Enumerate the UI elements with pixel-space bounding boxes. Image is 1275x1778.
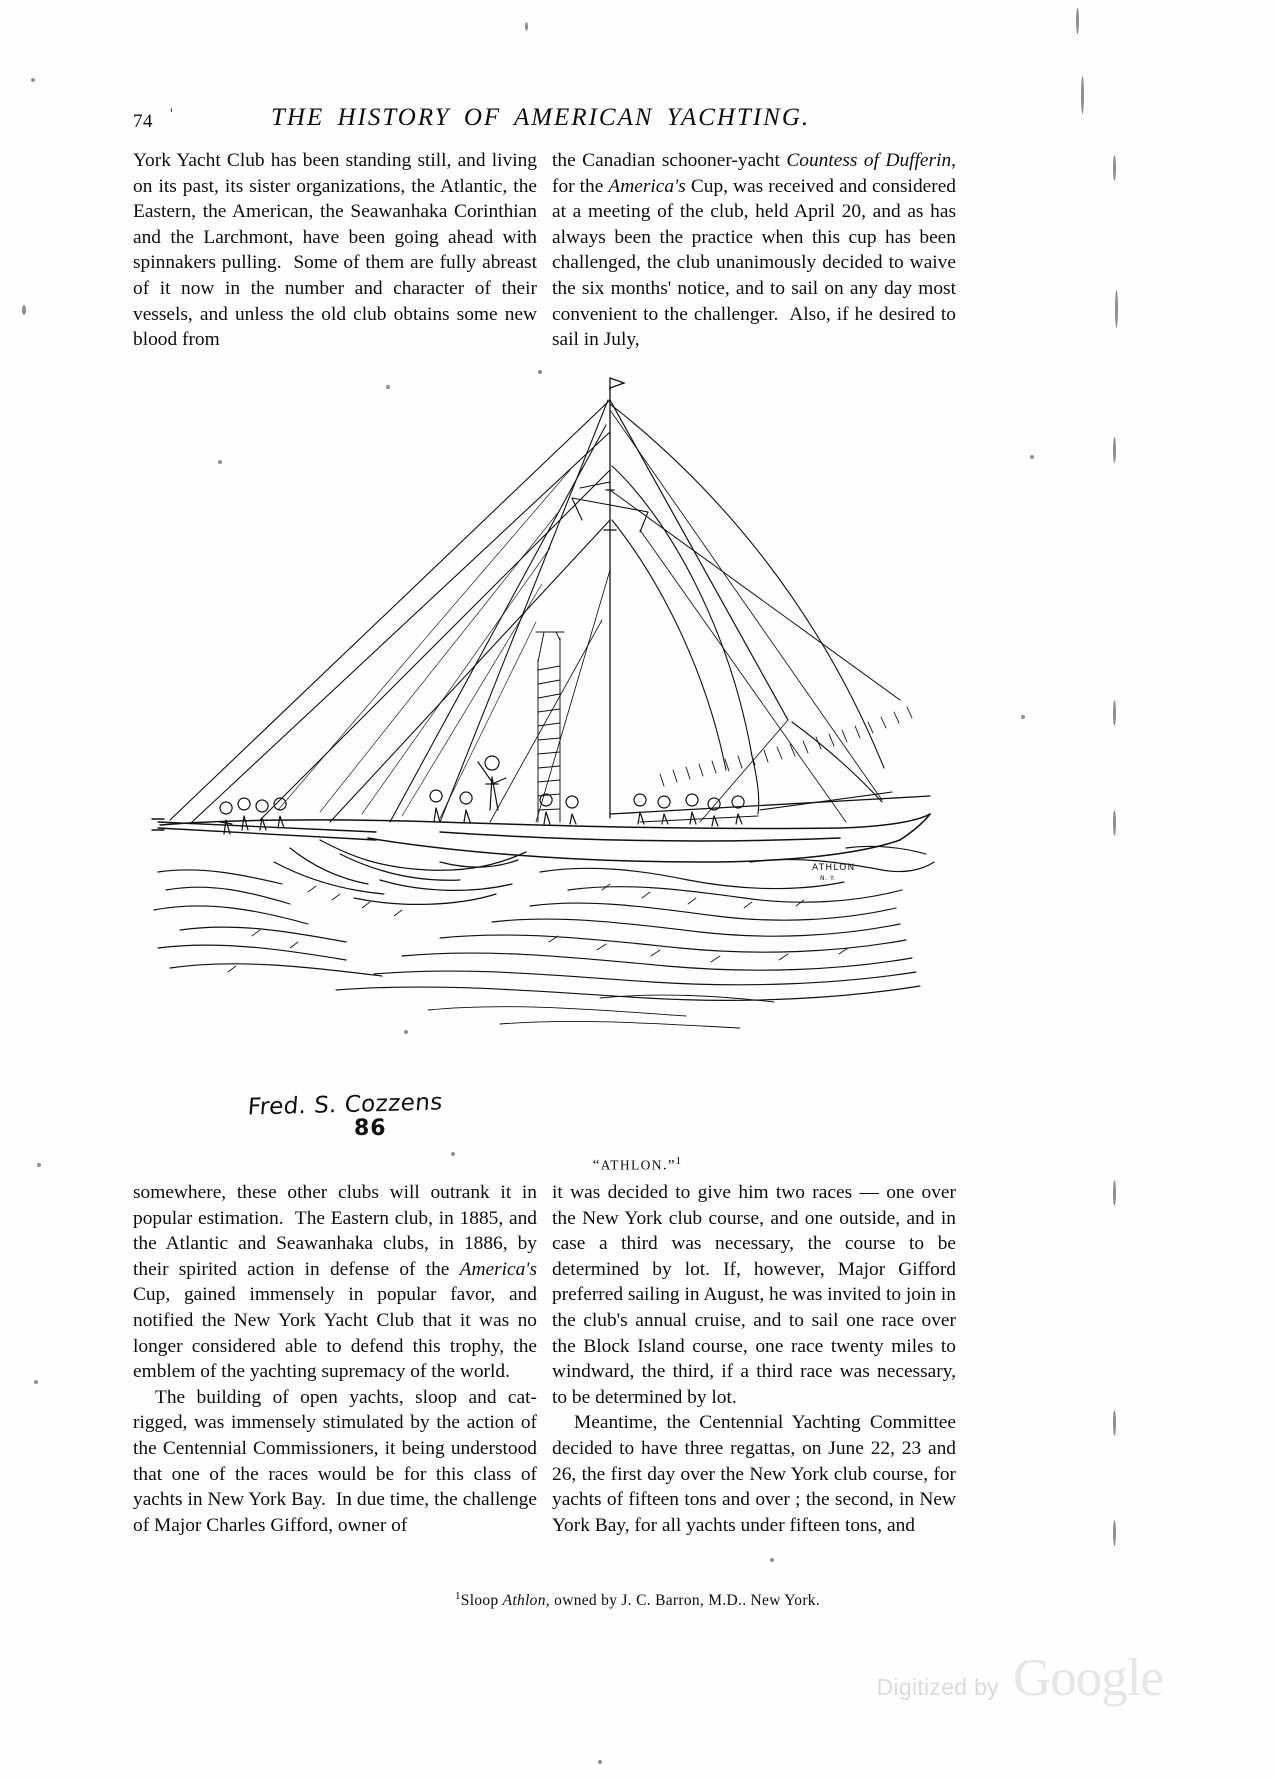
folio-tick-mark: ': [170, 106, 173, 122]
scan-speck: [1113, 1410, 1116, 1436]
page-footnote: [0, 1590, 1275, 1610]
scan-speck: [22, 305, 26, 315]
plate-caption: [0, 1155, 1275, 1175]
hull-nameplate: [812, 863, 855, 882]
signature-name: Fred. S. Cozzens: [246, 1089, 444, 1121]
mainsail: [612, 466, 759, 822]
italic-countess-of-dufferin: Countess of Dufferin: [786, 150, 952, 171]
scan-speck: [34, 1380, 38, 1384]
scan-speck: [1113, 437, 1116, 463]
paragraph-bottom-left-1: somewhere, these other clubs will outrank it in popular estimation. The Eastern club, in 1885, and the Atlantic and Seawanhaka clubs, in 1886, by their spirited action in defense of the America's Cup, gained immensely in popular favor, and notified the New York Yacht Club that it was no longer considered able to defend this trophy, the emblem of the yachting supremacy of the world.: [133, 1182, 537, 1383]
scan-speck: [1076, 8, 1079, 34]
google-logo-text: Google: [1012, 1649, 1163, 1707]
scan-speck: [1115, 290, 1118, 328]
scan-speck: [1113, 1520, 1116, 1546]
footnote-marker: 1: [454, 1590, 461, 1602]
column-bottom-left: [133, 1180, 537, 1538]
jib-sail-seams: [278, 470, 570, 818]
footnote-text-after: , owned by J. C. Barron, M.D.. New York.: [545, 1592, 821, 1610]
running-title: THE HISTORY OF AMERICAN YACHTING.: [271, 104, 811, 131]
reef-hash: [660, 707, 912, 786]
svg-text:ATHLON: ATHLON: [812, 863, 856, 873]
paragraph-bottom-right-1: it was decided to give him two races — one over the New York club course, and one outside, and in case a third was necessary, the course to be determined by lot. If, however, Major Gifford preferred sailing in August, he was invited to join in the club's annual cruise, and to sail one race over the Block Island course, one race twenty miles to windward, the third, if a third race was necessary, to be determined by lot.: [552, 1182, 956, 1408]
digitized-by-label: Digitized by: [876, 1674, 999, 1700]
scan-speck: [1113, 1180, 1116, 1206]
scan-speck: [31, 78, 35, 82]
column-top-left: [133, 148, 537, 353]
scan-speck: [1021, 715, 1025, 719]
footnote-vessel-italic: Athlon: [502, 1592, 546, 1610]
paragraph-bottom-left-2: The building of open yachts, sloop and cat-rigged, was immensely stimulated by the action of the Centennial Commissioners, it being understood that one of the races would be for this class of yachts in New York Bay. In due time, the challenge of Major Charles Gifford, owner of: [133, 1386, 537, 1536]
caption-open-quote: “: [592, 1157, 601, 1174]
wave-crest-hatching: [228, 884, 848, 972]
paragraph-top-right: the Canadian schooner-yacht Countess of Dufferin, for the America's Cup, was received and considered at a meeting of the club, held April 20, and as has always been the practice when this cup has been challenged, the club unanimously decided to waive the six months' notice, and to sail on any day most convenient to the challenger. Also, if he desired to sail in July,: [552, 150, 957, 351]
scan-speck: [1113, 155, 1116, 181]
caption-vessel-name: ATHLON: [600, 1157, 663, 1173]
artist-signature: [246, 1089, 448, 1148]
scan-speck: [770, 1558, 774, 1562]
bow-wave: [274, 840, 526, 904]
column-top-right: [552, 148, 956, 353]
caption-close-quote: .”: [662, 1157, 676, 1174]
scan-speck: [598, 1760, 602, 1764]
masthead: [604, 378, 624, 818]
scan-speck: [1030, 455, 1034, 459]
footnote-text-before: Sloop: [460, 1592, 503, 1610]
scan-speck: [1113, 810, 1116, 836]
scan-speck: [1113, 700, 1116, 726]
scan-speck: [525, 22, 528, 31]
running-rigging: [490, 410, 882, 822]
column-bottom-right: [552, 1180, 956, 1538]
paragraph-bottom-right-2: Meantime, the Centennial Yachting Committee decided to have three regattas, on June 22, 23 and 26, the first day over the New York club course, for yachts of fifteen tons and over ; the second, in New York Bay, for all yachts under fifteen tons, and: [552, 1412, 956, 1536]
crew-figures: [220, 756, 744, 834]
scan-speck: [1081, 76, 1084, 114]
gaff-spar: [610, 400, 900, 720]
paragraph-top-left: York Yacht Club has been standing still, and living on its past, its sister organizations, the Atlantic, the Eastern, the American, the Seawanhaka Corinthian and the Larchmont, have been going ahead with spinnakers pulling. Some of them are fully abreast of it now in the number and character of their vessels, and unless the old club obtains some new blood from: [133, 150, 537, 351]
boom: [610, 796, 930, 814]
running-head: [133, 104, 963, 138]
scan-speck: [404, 1030, 408, 1034]
svg-text:N. Y.: N. Y.: [820, 875, 836, 882]
caption-footnote-marker: 1: [675, 1155, 683, 1167]
italic-america-2: America's: [459, 1258, 537, 1280]
digitized-by-google-watermark: [876, 1649, 1163, 1707]
headsail-stays: [170, 400, 610, 822]
signature-year: 86: [354, 1116, 387, 1141]
illustration-athlon: [140, 370, 940, 1030]
page-folio: 74: [133, 111, 153, 132]
ratlines: [536, 632, 564, 822]
italic-america: America's: [608, 175, 686, 197]
